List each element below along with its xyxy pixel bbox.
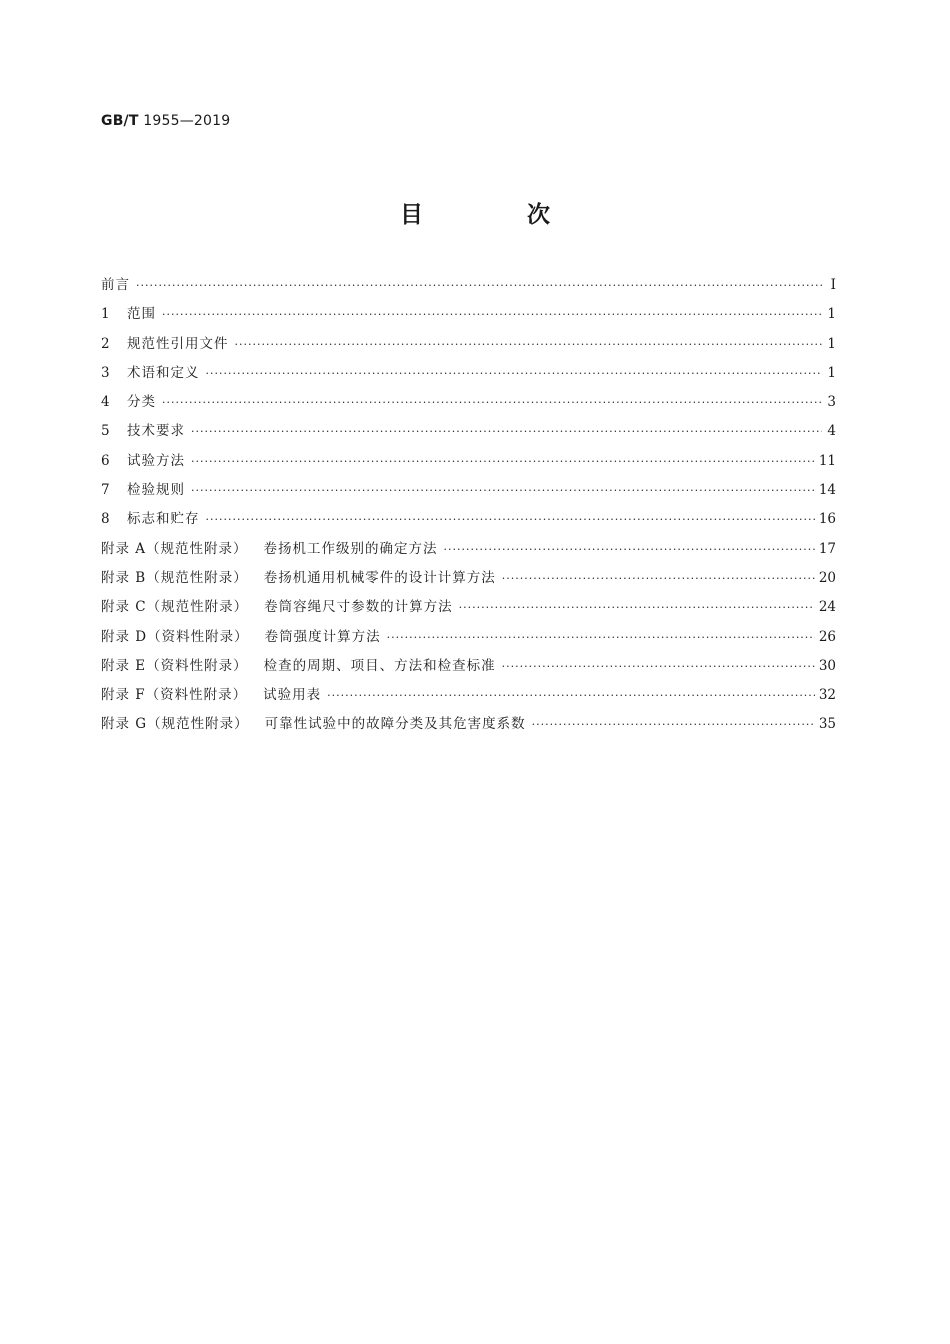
toc-entry-inspection-rules[interactable] [101, 478, 836, 507]
toc-page-number: 11 [818, 452, 836, 469]
toc-page-number: 1 [827, 306, 836, 323]
toc-entry-technical-requirements[interactable] [101, 419, 836, 448]
toc-entry-label: 规范性引用文件 [127, 335, 229, 352]
toc-leader-dots [444, 543, 815, 556]
toc-leader-dots [502, 660, 815, 673]
toc-page-number: 20 [818, 569, 836, 586]
toc-entry-label: 范围 [127, 306, 156, 323]
toc-section-number: 5 [101, 423, 110, 440]
toc-entry-label: 试验用表 [263, 687, 322, 704]
toc-entry-label: 标志和贮存 [127, 511, 200, 528]
toc-entry-label: 检查的周期、项目、方法和检查标准 [263, 657, 496, 674]
toc-section-number: 2 [101, 335, 110, 352]
toc-entry-test-methods[interactable] [101, 449, 836, 478]
toc-leader-dots [191, 455, 815, 468]
toc-annex-tag: 附录 D（资料性附录） [101, 628, 249, 645]
toc-entry-annex-b[interactable] [101, 566, 836, 595]
toc-annex-tag: 附录 G（规范性附录） [101, 716, 249, 733]
toc-page-number: 30 [818, 657, 836, 674]
table-of-contents [101, 273, 836, 742]
toc-entry-label: 卷筒容绳尺寸参数的计算方法 [264, 599, 453, 616]
toc-page-number: Ⅰ [830, 277, 836, 293]
toc-leader-dots [532, 718, 815, 731]
standard-code: GB/T [101, 113, 139, 129]
toc-page-number: 1 [827, 335, 836, 352]
toc-page-number: 32 [818, 687, 836, 704]
toc-leader-dots [162, 308, 822, 321]
toc-section-number: 6 [101, 452, 110, 469]
toc-leader-dots [459, 601, 815, 614]
toc-section-number: 1 [101, 306, 110, 323]
toc-entry-scope[interactable] [101, 302, 836, 331]
toc-section-number: 3 [101, 364, 110, 381]
toc-page-number: 14 [818, 482, 836, 499]
toc-entry-label: 前言 [101, 277, 130, 293]
toc-section-number: 8 [101, 511, 110, 528]
toc-entry-foreword[interactable] [101, 273, 836, 302]
toc-entry-classification[interactable] [101, 390, 836, 419]
toc-page-number: 26 [818, 628, 836, 645]
toc-page-number: 24 [818, 599, 836, 616]
toc-leader-dots [206, 367, 823, 380]
toc-page-number: 4 [827, 423, 836, 440]
toc-page-number: 17 [818, 540, 836, 557]
toc-annex-tag: 附录 F（资料性附录） [101, 687, 248, 704]
toc-entry-annex-c[interactable] [101, 595, 836, 624]
toc-entry-annex-d[interactable] [101, 625, 836, 654]
toc-entry-terms-definitions[interactable] [101, 361, 836, 390]
toc-entry-label: 试验方法 [127, 452, 185, 469]
toc-entry-normative-references[interactable] [101, 332, 836, 361]
toc-leader-dots [136, 279, 822, 292]
toc-section-number: 4 [101, 394, 110, 411]
toc-page-number: 1 [827, 364, 836, 381]
page-title: 目 次 [399, 202, 598, 228]
toc-annex-tag: 附录 E（资料性附录） [101, 657, 248, 674]
standard-number: 1955—2019 [143, 113, 231, 129]
toc-section-number: 7 [101, 482, 110, 499]
toc-leader-dots [502, 572, 815, 585]
toc-entry-annex-e[interactable] [101, 654, 836, 683]
toc-page-number: 16 [818, 511, 836, 528]
toc-entry-label: 分类 [127, 394, 156, 411]
toc-annex-tag: 附录 B（规范性附录） [101, 569, 248, 586]
toc-annex-tag: 附录 A（规范性附录） [101, 540, 248, 557]
toc-page-number: 3 [827, 394, 836, 411]
toc-entry-label: 检验规则 [127, 482, 185, 499]
toc-leader-dots [235, 338, 823, 351]
toc-entry-annex-g[interactable] [101, 712, 836, 741]
toc-leader-dots [327, 689, 815, 702]
toc-entry-annex-a[interactable] [101, 537, 836, 566]
toc-leader-dots [206, 513, 815, 526]
toc-entry-annex-f[interactable] [101, 683, 836, 712]
standard-header [101, 113, 230, 129]
toc-page-number: 35 [818, 716, 836, 733]
toc-leader-dots [191, 425, 822, 438]
toc-entry-label: 术语和定义 [127, 364, 200, 381]
toc-leader-dots [387, 631, 815, 644]
toc-leader-dots [162, 396, 822, 409]
toc-annex-tag: 附录 C（规范性附录） [101, 599, 249, 616]
toc-entry-label: 可靠性试验中的故障分类及其危害度系数 [264, 716, 526, 733]
toc-leader-dots [191, 484, 815, 497]
toc-entry-label: 卷筒强度计算方法 [264, 628, 381, 645]
toc-entry-marking-storage[interactable] [101, 507, 836, 536]
toc-entry-label: 卷扬机通用机械零件的设计计算方法 [263, 569, 496, 586]
toc-entry-label: 卷扬机工作级别的确定方法 [263, 540, 438, 557]
toc-entry-label: 技术要求 [127, 423, 185, 440]
